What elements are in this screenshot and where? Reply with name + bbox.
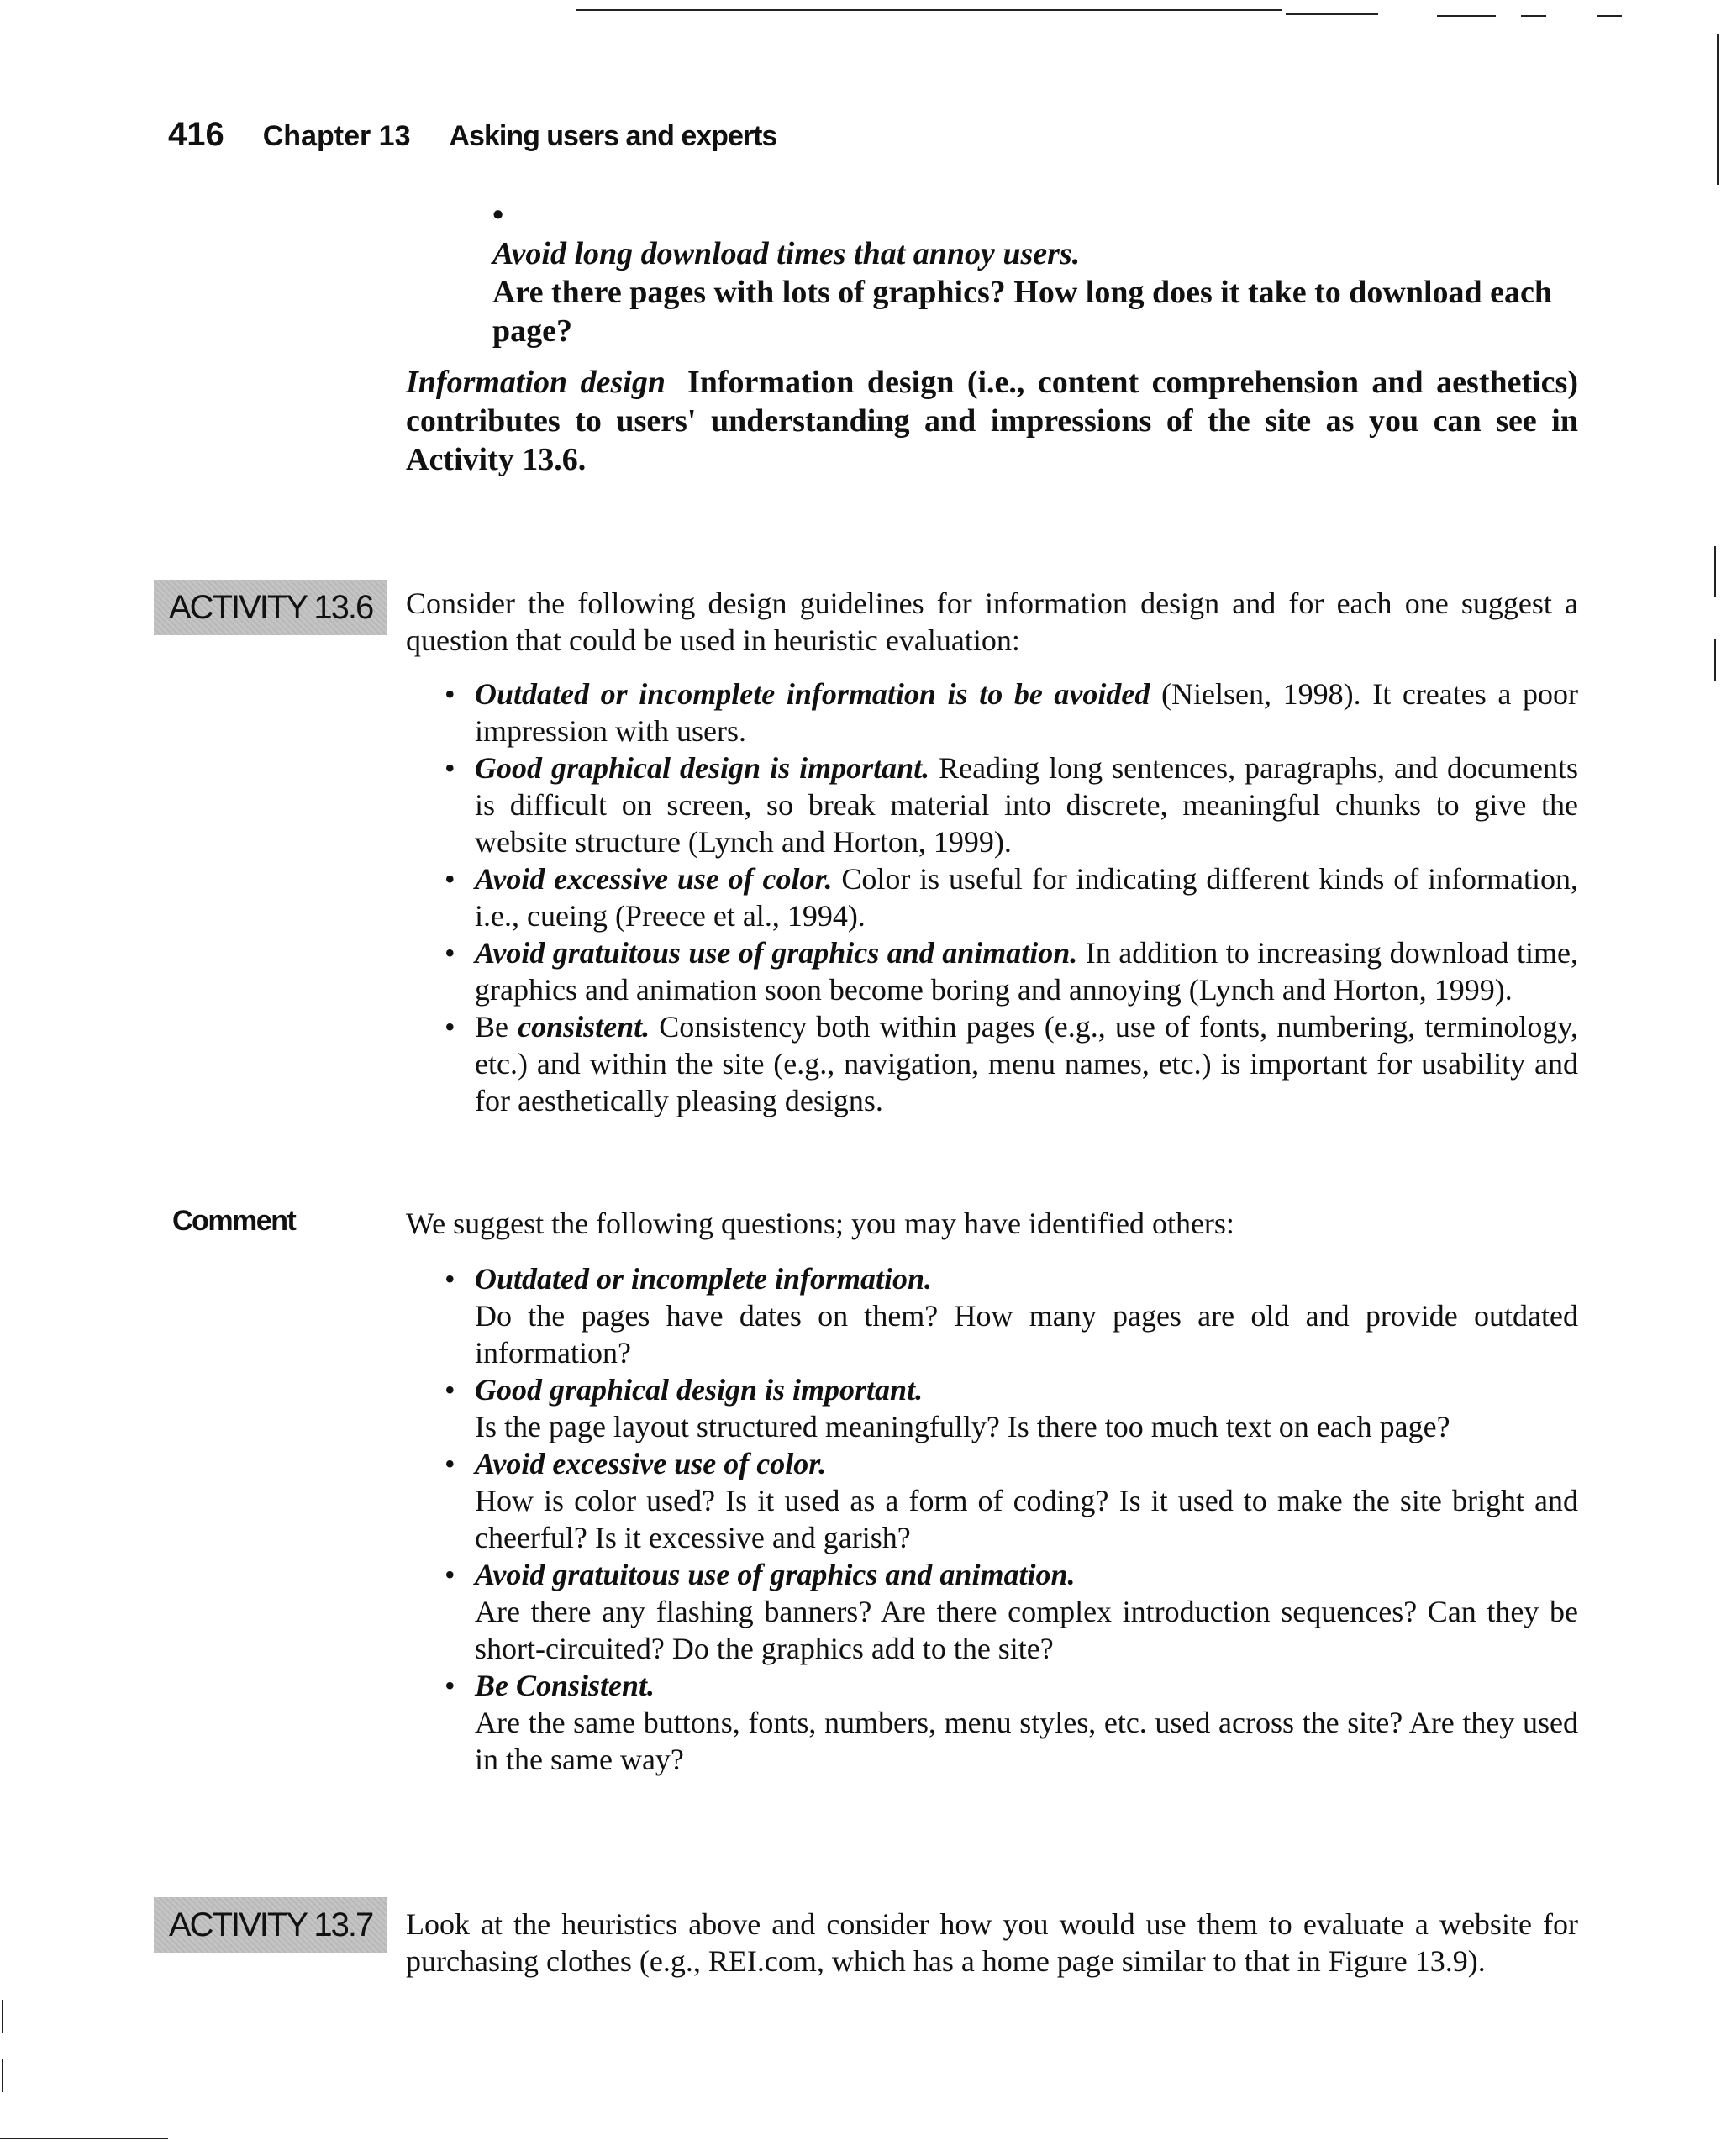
chapter-title: Asking users and experts <box>449 120 777 152</box>
activity-13-6-tag: ACTIVITY 13.6 <box>154 580 387 635</box>
running-head <box>168 116 776 158</box>
scan-line-top <box>576 9 1282 11</box>
list-item: • Avoid excessive use of color. Color is useful for indicating different kinds of information, i.e., cueing (Preece et al., 1994). <box>445 862 1578 933</box>
list-item: • Be consistent. Consistency both within pages (e.g., use of fonts, numbering, terminology, etc.) and within the site (e.g., navigation, menu names, etc.) is important for usability and for aesthetically pleasing designs. <box>445 1010 1578 1117</box>
bullet-icon: • <box>492 197 504 233</box>
bullet-icon: • <box>445 1558 455 1591</box>
intro-bullet-lead: Avoid long download times that annoy users. <box>492 236 1081 271</box>
scan-line-left-edge <box>2 2059 3 2092</box>
scan-line-bottom <box>0 2138 168 2139</box>
comment-text: We suggest the following questions; you may have identified others: <box>406 1207 1234 1240</box>
list-item: • Outdated or incomplete information. Do the pages have dates on them? How many pages are old and provide outdated information? <box>445 1262 1578 1370</box>
comment-list <box>445 1260 1578 1778</box>
list-item: • Be Consistent. Are the same buttons, fonts, numbers, menu styles, etc. used across the site? Are they used in the same way? <box>445 1669 1578 1776</box>
bullet-icon: • <box>445 751 455 785</box>
bullet-icon: • <box>445 1010 455 1044</box>
list-item: • Avoid gratuitous use of graphics and animation. In addition to increasing download time, graphics and animation soon become boring and annoying (Lynch and Horton, 1999). <box>445 936 1579 1007</box>
list-item: • Outdated or incomplete information is to be avoided (Nielsen, 1998). It creates a poor impression with users. <box>445 677 1578 748</box>
bullet-icon: • <box>445 1447 455 1480</box>
bullet-icon: • <box>445 862 455 896</box>
list-item: • Good graphical design is important. Is the page layout structured meaningfully? Is there too much text on each page? <box>445 1373 1450 1443</box>
information-design-text: Information design (i.e., content comprehension and aesthetics) contributes to users' understanding and impressions of the site as you can see in Activity 13.6. <box>406 365 1578 477</box>
activity-13-6-text: Consider the following design guidelines for information design and for each one suggest a question that could be used in heuristic evaluation: <box>406 586 1578 657</box>
scan-line-top-dash <box>1521 15 1546 17</box>
bullet-icon: • <box>445 1669 455 1702</box>
information-design-paragraph <box>406 363 1578 479</box>
chapter-label: Chapter 13 <box>262 120 411 152</box>
page-number: 416 <box>168 116 224 153</box>
comment-label: Comment <box>172 1205 296 1237</box>
scan-line-right-edge <box>1714 546 1716 597</box>
intro-bullet <box>492 196 1585 350</box>
scan-line-top-dash <box>1286 13 1378 15</box>
list-item: • Avoid gratuitous use of graphics and animation. Are there any flashing banners? Are there complex introduction sequences? Can they be short-circuited? Do the graphics add to the site? <box>445 1558 1578 1665</box>
information-design-label: Information design <box>406 365 666 400</box>
scan-line-right-edge <box>1717 34 1719 185</box>
scan-line-top-dash <box>1597 15 1622 17</box>
activity-13-7-text: Look at the heuristics above and consider how you would use them to evaluate a website for purchasing clothes (e.g., REI.com, which has a home page similar to that in Figure 13.9). <box>406 1907 1578 1978</box>
scan-line-top-dash <box>1437 15 1496 17</box>
scan-line-left-edge <box>2 2000 3 2033</box>
list-item: • Good graphical design is important. Reading long sentences, paragraphs, and documents is difficult on screen, so break material into discrete, meaningful chunks to give the website structure (Lynch and Horton, 1999). <box>445 751 1579 859</box>
bullet-icon: • <box>445 1373 455 1407</box>
bullet-icon: • <box>445 677 455 711</box>
activity-13-7-tag: ACTIVITY 13.7 <box>154 1897 387 1953</box>
bullet-icon: • <box>445 936 455 970</box>
bullet-icon: • <box>445 1262 455 1296</box>
intro-bullet-body: Are there pages with lots of graphics? How long does it take to download each page? <box>492 275 1553 349</box>
list-item: • Avoid excessive use of color. How is color used? Is it used as a form of coding? Is it used to make the site bright and cheerful? Is it excessive and garish? <box>445 1447 1578 1554</box>
scan-line-right-edge <box>1714 639 1716 681</box>
activity-13-6-list <box>445 676 1579 1119</box>
